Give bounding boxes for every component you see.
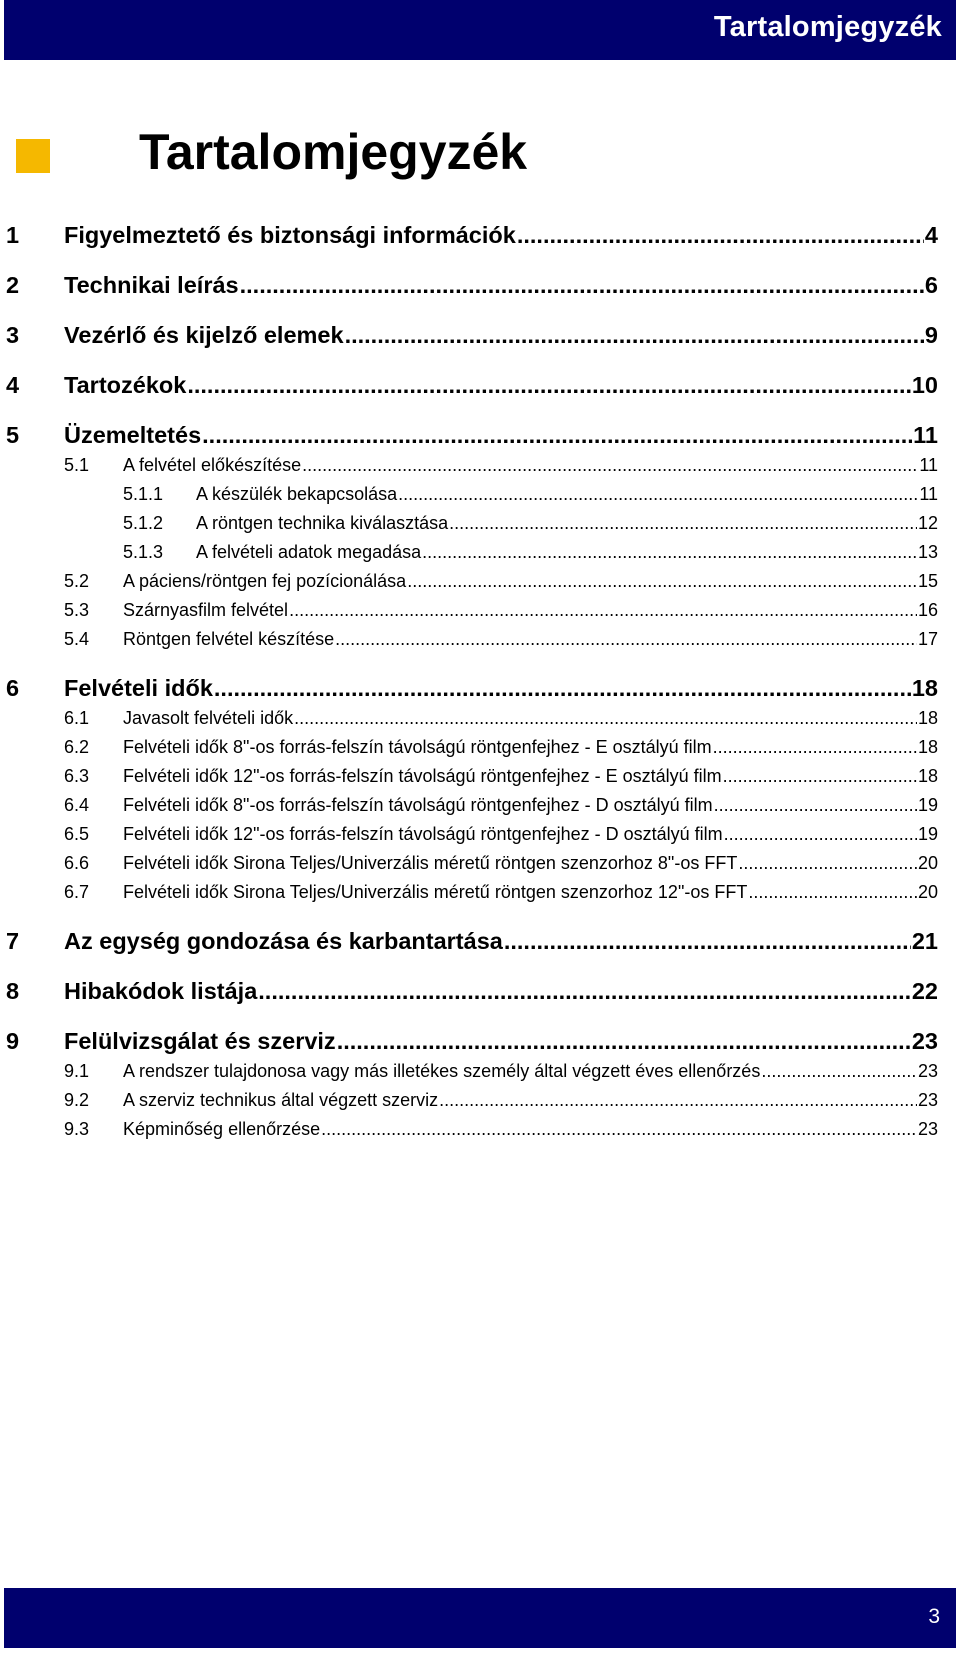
toc-entry-label: Szárnyasfilm felvétel [123,600,289,620]
dot-leader [439,1090,917,1111]
dot-leader [407,571,917,592]
toc-entry[interactable] [0,675,960,705]
toc-entry-number: 5.2 [64,571,90,591]
toc-entry-line [64,675,938,702]
toc-entry-label: Javasolt felvételi idők [123,708,294,728]
toc-entry-label: Felvételi idők 12"-os forrás-felszín távolságú röntgenfejhez - E osztályú film [123,766,722,786]
page-title: Tartalomjegyzék [139,124,528,180]
toc-entry-page: 11 [919,484,938,504]
toc-entry-line [123,766,938,787]
toc-entry-number: 6.3 [64,766,90,786]
title-square-icon [16,139,50,173]
toc-entry-line [123,853,938,874]
dot-leader [202,422,912,449]
toc-entry[interactable] [0,422,960,452]
toc-entry-page: 18 [911,675,938,701]
toc-entry-label: Az egység gondozása és karbantartása [64,928,503,954]
toc-entry[interactable] [0,853,960,877]
toc-entry-line [196,542,938,563]
toc-entry-page: 10 [911,372,938,398]
toc-entry-label: Felülvizsgálat és szerviz [64,1028,336,1054]
toc-entry-line [196,513,938,534]
toc-entry-label: A felvételi adatok megadása [196,542,422,562]
toc-entry-number: 9.2 [64,1090,90,1110]
toc-entry-number: 6.6 [64,853,90,873]
toc-entry[interactable] [0,928,960,958]
dot-leader [187,372,911,399]
toc-entry-line [123,629,938,650]
dot-leader [724,824,917,845]
toc-entry-label: Vezérlő és kijelző elemek [64,322,344,348]
toc-entry-line [123,600,938,621]
toc-entry-line [123,1090,938,1111]
toc-entry-number: 4 [6,372,20,398]
toc-entry-line [196,484,938,505]
toc-entry[interactable] [0,708,960,732]
dot-leader [345,322,924,349]
toc-entry-label: Felvételi idők 8"-os forrás-felszín távolságú röntgenfejhez - D osztályú film [123,795,713,815]
toc-entry[interactable] [0,455,960,479]
toc-entry-label: Technikai leírás [64,272,239,298]
toc-entry[interactable] [0,322,960,352]
toc-entry-number: 5 [6,422,20,448]
toc-entry-line [123,824,938,845]
toc-entry-page: 19 [917,795,938,815]
toc-entry-line [64,1028,938,1055]
toc-entry-page: 23 [917,1119,938,1139]
toc-entry-number: 5.1.3 [123,542,164,562]
toc-entry[interactable] [0,766,960,790]
toc-entry-number: 1 [6,222,20,248]
toc-entry[interactable] [0,571,960,595]
dot-leader [504,928,911,955]
toc-entry-line [64,422,938,449]
toc-entry-label: Felvételi idők 12"-os forrás-felszín távolságú röntgenfejhez - D osztályú film [123,824,723,844]
toc-entry-page: 18 [917,708,938,728]
dot-leader [738,853,917,874]
dot-leader [449,513,917,534]
dot-leader [761,1061,917,1082]
toc-entry-line [123,1061,938,1082]
page-number: 3 [928,1605,940,1628]
toc-entry-number: 7 [6,928,20,954]
toc-entry-label: A szerviz technikus által végzett szerviz [123,1090,439,1110]
toc-entry-number: 2 [6,272,20,298]
toc-entry[interactable] [0,824,960,848]
toc-entry[interactable] [0,1090,960,1114]
dot-leader [422,542,917,563]
toc-entry-page: 19 [917,824,938,844]
toc-entry[interactable] [0,795,960,819]
toc-entry-label: Tartozékok [64,372,187,398]
toc-entry-number: 6.4 [64,795,90,815]
dot-leader [321,1119,917,1140]
toc-entry-line [64,322,938,349]
toc-entry[interactable] [0,1119,960,1143]
toc-entry-number: 6.2 [64,737,90,757]
toc-entry[interactable] [0,372,960,402]
toc-entry-number: 6.5 [64,824,90,844]
dot-leader [398,484,918,505]
toc-entry-page: 17 [917,629,938,649]
toc-entry-page: 16 [917,600,938,620]
header-bar [4,0,956,60]
running-title: Tartalomjegyzék [713,11,942,43]
toc-entry-page: 13 [917,542,938,562]
dot-leader [714,795,917,816]
dot-leader [214,675,911,702]
toc-entry[interactable] [0,1061,960,1085]
toc-entry[interactable] [0,978,960,1008]
toc-entry-page: 18 [917,737,938,757]
toc-entry-label: Figyelmeztető és biztonsági információk [64,222,516,248]
toc-entry-line [123,737,938,758]
toc-entry-line [64,272,938,299]
toc-entry-number: 5.1.2 [123,513,164,533]
dot-leader [517,222,924,249]
toc-entry-label: Hibakódok listája [64,978,258,1004]
dot-leader [289,600,917,621]
toc-entry[interactable] [0,513,960,537]
toc-entry[interactable] [0,272,960,302]
toc-entry-label: A felvétel előkészítése [123,455,302,475]
footer-bar [4,1588,956,1648]
toc-entry-label: Felvételi idők Sirona Teljes/Univerzális méretű röntgen szenzorhoz 8"-os FFT [123,853,738,873]
toc-entry-label: Üzemeltetés [64,422,202,448]
toc-entry-line [64,372,938,399]
toc-entry-label: Felvételi idők [64,675,213,701]
dot-leader [713,737,917,758]
dot-leader [240,272,924,299]
toc-entry-label: Röntgen felvétel készítése [123,629,335,649]
toc-entry-number: 6 [6,675,20,701]
dot-leader [748,882,917,903]
toc-entry-page: 23 [917,1090,938,1110]
toc-entry-label: Képminőség ellenőrzése [123,1119,321,1139]
toc-entry-page: 4 [924,222,938,248]
toc-entry-line [64,928,938,955]
toc-entry-page: 23 [911,1028,938,1054]
toc-entry[interactable] [0,484,960,508]
toc-entry-line [123,708,938,729]
toc-entry-page: 21 [911,928,938,954]
toc-entry-page: 12 [917,513,938,533]
toc-entry-number: 6.7 [64,882,90,902]
toc-entry-page: 6 [924,272,938,298]
toc-entry-label: Felvételi idők 8"-os forrás-felszín távolságú röntgenfejhez - E osztályú film [123,737,712,757]
toc-entry-number: 5.3 [64,600,90,620]
dot-leader [337,1028,911,1055]
toc-entry-line [123,571,938,592]
toc-entry-label: A készülék bekapcsolása [196,484,398,504]
toc-entry-page: 20 [917,853,938,873]
dot-leader [302,455,918,476]
toc-entry-page: 11 [913,422,938,448]
toc-entry-page: 11 [919,455,938,475]
toc-entry-line [123,795,938,816]
toc-entry-page: 22 [911,978,938,1004]
toc-entry-number: 3 [6,322,20,348]
toc-entry-line [123,455,938,476]
toc-entry[interactable] [0,882,960,906]
toc-entry-number: 5.4 [64,629,90,649]
toc-entry[interactable] [0,600,960,624]
toc-entry-line [123,1119,938,1140]
toc-entry-page: 20 [917,882,938,902]
toc-entry-label: A rendszer tulajdonosa vagy más illetékes személy által végzett éves ellenőrzés [123,1061,761,1081]
toc-entry-number: 5.1.1 [123,484,164,504]
toc-entry[interactable] [0,629,960,653]
toc-entry-line [123,882,938,903]
toc-entry-number: 6.1 [64,708,90,728]
toc-entry-label: A páciens/röntgen fej pozícionálása [123,571,407,591]
toc-entry-label: Felvételi idők Sirona Teljes/Univerzális méretű röntgen szenzorhoz 12"-os FFT [123,882,748,902]
toc-entry-page: 23 [917,1061,938,1081]
toc-entry-number: 5.1 [64,455,90,475]
dot-leader [294,708,917,729]
toc-entry-number: 9.3 [64,1119,90,1139]
toc-entry-page: 9 [924,322,938,348]
dot-leader [335,629,917,650]
toc-entry[interactable] [0,542,960,566]
toc-entry-label: A röntgen technika kiválasztása [196,513,449,533]
toc-entry-number: 9.1 [64,1061,90,1081]
dot-leader [723,766,917,787]
toc-entry-number: 8 [6,978,20,1004]
toc-entry[interactable] [0,1028,960,1058]
toc-entry-number: 9 [6,1028,20,1054]
toc-entry-line [64,222,938,249]
dot-leader [258,978,911,1005]
toc-entry-line [64,978,938,1005]
toc-entry-page: 15 [917,571,938,591]
toc-entry[interactable] [0,737,960,761]
toc-entry-page: 18 [917,766,938,786]
toc-entry[interactable] [0,222,960,252]
